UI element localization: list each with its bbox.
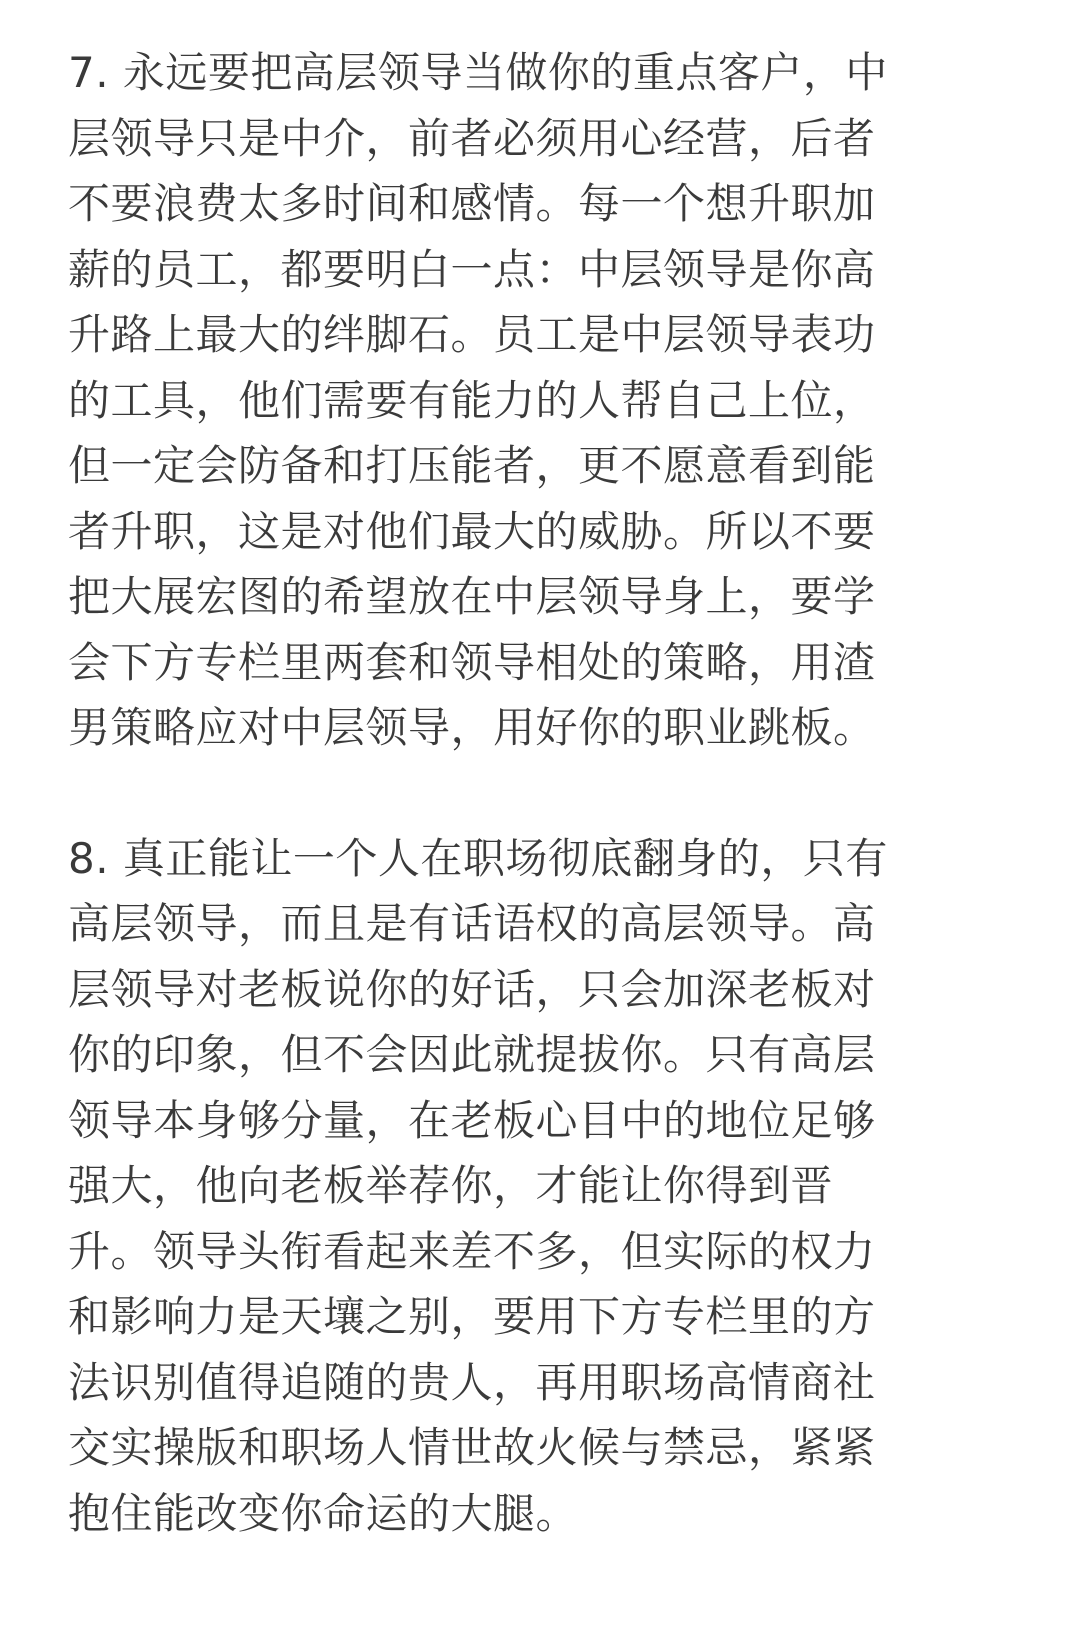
- paragraph-8: [68, 826, 948, 1547]
- text-line: 抱住能改变你命运的大腿。: [68, 1488, 579, 1538]
- text-line: 升。领导头衔看起来差不多，但实际的权力: [68, 1226, 876, 1276]
- paragraph-7: [68, 40, 948, 761]
- text-line: 层领导只是中介，前者必须用心经营，后者: [68, 113, 876, 163]
- text-line: 者升职，这是对他们最大的威胁。所以不要: [68, 506, 876, 556]
- text-line: 男策略应对中层领导，用好你的职业跳板。: [68, 703, 876, 752]
- text-line: 不要浪费太多时间和感情。每一个想升职加: [68, 179, 876, 228]
- text-line: 会下方专栏里两套和领导相处的策略，用渣: [68, 637, 876, 687]
- text-line: 你的印象，但不会因此就提拔你。只有高层: [68, 1030, 876, 1079]
- text-line: 领导本身够分量，在老板心目中的地位足够: [68, 1095, 876, 1145]
- text-line: 和影响力是天壤之别，要用下方专栏里的方: [68, 1292, 876, 1341]
- text-line: 强大，他向老板举荐你，才能让你得到晋: [68, 1161, 834, 1210]
- text-line: 8. 真正能让一个人在职场彻底翻身的，只有: [68, 833, 888, 883]
- text-line: 薪的员工，都要明白一点：中层领导是你高: [68, 244, 876, 294]
- text-line: 升路上最大的绊脚石。员工是中层领导表功: [68, 310, 876, 359]
- text-line: 交实操版和职场人情世故火候与禁忌，紧紧: [68, 1423, 876, 1472]
- text-line: 高层领导，而且是有话语权的高层领导。高: [68, 899, 876, 948]
- article-body: [68, 40, 948, 1546]
- text-line: 但一定会防备和打压能者，更不愿意看到能: [68, 441, 876, 490]
- text-line: 法识别值得追随的贵人，再用职场高情商社: [68, 1357, 876, 1407]
- text-line: 层领导对老板说你的好话，只会加深老板对: [68, 964, 876, 1014]
- text-line: 把大展宏图的希望放在中层领导身上，要学: [68, 572, 876, 621]
- text-line: 的工具，他们需要有能力的人帮自己上位，: [68, 375, 876, 425]
- text-line: 7. 永远要把高层领导当做你的重点客户，中: [68, 48, 888, 97]
